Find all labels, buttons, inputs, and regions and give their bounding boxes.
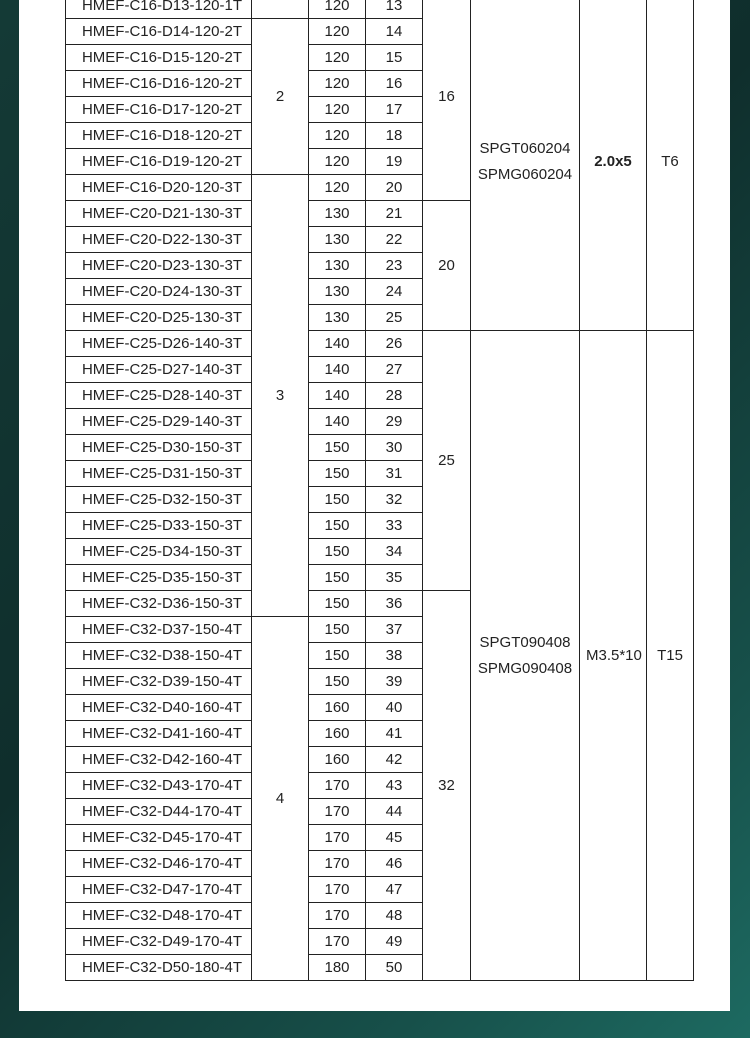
model-cell: HMEF-C32-D46-170-4T xyxy=(66,851,252,877)
diameter-cell: 27 xyxy=(366,357,423,383)
length-cell: 150 xyxy=(309,643,366,669)
model-cell: HMEF-C32-D39-150-4T xyxy=(66,669,252,695)
diameter-cell: 13 xyxy=(366,0,423,19)
wrench-cell: T15 xyxy=(647,331,694,981)
model-cell: HMEF-C25-D31-150-3T xyxy=(66,461,252,487)
model-cell: HMEF-C32-D44-170-4T xyxy=(66,799,252,825)
diameter-cell: 38 xyxy=(366,643,423,669)
length-cell: 170 xyxy=(309,773,366,799)
length-cell: 140 xyxy=(309,383,366,409)
teeth-cell: 3 xyxy=(252,175,309,617)
model-cell: HMEF-C32-D37-150-4T xyxy=(66,617,252,643)
model-cell: HMEF-C25-D33-150-3T xyxy=(66,513,252,539)
diameter-cell: 29 xyxy=(366,409,423,435)
model-cell: HMEF-C32-D50-180-4T xyxy=(66,955,252,981)
model-cell: HMEF-C32-D38-150-4T xyxy=(66,643,252,669)
length-cell: 170 xyxy=(309,799,366,825)
length-cell: 150 xyxy=(309,487,366,513)
model-cell: HMEF-C32-D49-170-4T xyxy=(66,929,252,955)
diameter-cell: 26 xyxy=(366,331,423,357)
diameter-cell: 16 xyxy=(366,71,423,97)
length-cell: 120 xyxy=(309,45,366,71)
model-cell: HMEF-C16-D18-120-2T xyxy=(66,123,252,149)
wrench-cell: T6 xyxy=(647,0,694,331)
length-cell: 120 xyxy=(309,175,366,201)
diameter-cell: 17 xyxy=(366,97,423,123)
length-cell: 150 xyxy=(309,591,366,617)
length-cell: 180 xyxy=(309,955,366,981)
length-cell: 120 xyxy=(309,19,366,45)
length-cell: 130 xyxy=(309,201,366,227)
diameter-cell: 46 xyxy=(366,851,423,877)
diameter-cell: 37 xyxy=(366,617,423,643)
diameter-cell: 49 xyxy=(366,929,423,955)
diameter-cell: 33 xyxy=(366,513,423,539)
model-cell: HMEF-C32-D41-160-4T xyxy=(66,721,252,747)
model-cell: HMEF-C25-D29-140-3T xyxy=(66,409,252,435)
diameter-cell: 23 xyxy=(366,253,423,279)
model-cell: HMEF-C25-D32-150-3T xyxy=(66,487,252,513)
diameter-cell: 19 xyxy=(366,149,423,175)
model-cell: HMEF-C20-D22-130-3T xyxy=(66,227,252,253)
diameter-cell: 35 xyxy=(366,565,423,591)
length-cell: 120 xyxy=(309,0,366,19)
screw-cell: 2.0x5 xyxy=(580,0,647,331)
length-cell: 150 xyxy=(309,435,366,461)
length-cell: 170 xyxy=(309,929,366,955)
length-cell: 130 xyxy=(309,253,366,279)
table-row xyxy=(66,0,694,19)
teeth-cell xyxy=(252,0,309,19)
diameter-cell: 39 xyxy=(366,669,423,695)
model-cell: HMEF-C25-D30-150-3T xyxy=(66,435,252,461)
diameter-cell: 24 xyxy=(366,279,423,305)
length-cell: 150 xyxy=(309,461,366,487)
model-cell: HMEF-C32-D45-170-4T xyxy=(66,825,252,851)
model-cell: HMEF-C32-D40-160-4T xyxy=(66,695,252,721)
length-cell: 120 xyxy=(309,97,366,123)
insert-code: SPGT060204 xyxy=(479,139,571,157)
diameter-cell: 34 xyxy=(366,539,423,565)
diameter-cell: 50 xyxy=(366,955,423,981)
shank-cell: 16 xyxy=(423,0,471,201)
length-cell: 130 xyxy=(309,227,366,253)
diameter-cell: 31 xyxy=(366,461,423,487)
model-cell: HMEF-C25-D35-150-3T xyxy=(66,565,252,591)
length-cell: 130 xyxy=(309,279,366,305)
diameter-cell: 40 xyxy=(366,695,423,721)
model-cell: HMEF-C25-D34-150-3T xyxy=(66,539,252,565)
model-cell: HMEF-C16-D19-120-2T xyxy=(66,149,252,175)
shank-cell: 25 xyxy=(423,331,471,591)
diameter-cell: 30 xyxy=(366,435,423,461)
teeth-cell: 4 xyxy=(252,617,309,981)
model-cell: HMEF-C16-D13-120-1T xyxy=(66,0,252,19)
model-cell: HMEF-C20-D24-130-3T xyxy=(66,279,252,305)
diameter-cell: 21 xyxy=(366,201,423,227)
model-cell: HMEF-C32-D36-150-3T xyxy=(66,591,252,617)
length-cell: 120 xyxy=(309,71,366,97)
diameter-cell: 45 xyxy=(366,825,423,851)
diameter-cell: 43 xyxy=(366,773,423,799)
diameter-cell: 28 xyxy=(366,383,423,409)
length-cell: 170 xyxy=(309,825,366,851)
insert-cell xyxy=(471,0,580,331)
length-cell: 130 xyxy=(309,305,366,331)
diameter-cell: 20 xyxy=(366,175,423,201)
length-cell: 160 xyxy=(309,695,366,721)
model-cell: HMEF-C20-D25-130-3T xyxy=(66,305,252,331)
shank-cell: 20 xyxy=(423,201,471,331)
model-cell: HMEF-C32-D47-170-4T xyxy=(66,877,252,903)
length-cell: 140 xyxy=(309,331,366,357)
diameter-cell: 22 xyxy=(366,227,423,253)
length-cell: 160 xyxy=(309,721,366,747)
length-cell: 170 xyxy=(309,851,366,877)
model-cell: HMEF-C16-D20-120-3T xyxy=(66,175,252,201)
spec-table-body xyxy=(66,0,694,981)
insert-code: SPMG060204 xyxy=(477,165,573,183)
length-cell: 150 xyxy=(309,539,366,565)
model-cell: HMEF-C32-D42-160-4T xyxy=(66,747,252,773)
insert-code: SPGT090408 xyxy=(479,633,571,651)
length-cell: 160 xyxy=(309,747,366,773)
model-cell: HMEF-C32-D48-170-4T xyxy=(66,903,252,929)
diameter-cell: 32 xyxy=(366,487,423,513)
model-cell: HMEF-C20-D23-130-3T xyxy=(66,253,252,279)
diameter-cell: 14 xyxy=(366,19,423,45)
screw-cell: M3.5*10 xyxy=(580,331,647,981)
diameter-cell: 15 xyxy=(366,45,423,71)
table-row xyxy=(66,331,694,357)
model-cell: HMEF-C25-D28-140-3T xyxy=(66,383,252,409)
diameter-cell: 25 xyxy=(366,305,423,331)
insert-code: SPMG090408 xyxy=(477,659,573,677)
diameter-cell: 42 xyxy=(366,747,423,773)
model-cell: HMEF-C25-D27-140-3T xyxy=(66,357,252,383)
length-cell: 150 xyxy=(309,669,366,695)
model-cell: HMEF-C16-D16-120-2T xyxy=(66,71,252,97)
content-panel xyxy=(19,0,730,1011)
length-cell: 150 xyxy=(309,617,366,643)
diameter-cell: 47 xyxy=(366,877,423,903)
diameter-cell: 41 xyxy=(366,721,423,747)
length-cell: 150 xyxy=(309,565,366,591)
model-cell: HMEF-C16-D14-120-2T xyxy=(66,19,252,45)
length-cell: 170 xyxy=(309,877,366,903)
diameter-cell: 18 xyxy=(366,123,423,149)
model-cell: HMEF-C16-D15-120-2T xyxy=(66,45,252,71)
diameter-cell: 44 xyxy=(366,799,423,825)
length-cell: 120 xyxy=(309,149,366,175)
insert-cell xyxy=(471,331,580,981)
length-cell: 140 xyxy=(309,357,366,383)
length-cell: 140 xyxy=(309,409,366,435)
length-cell: 120 xyxy=(309,123,366,149)
length-cell: 150 xyxy=(309,513,366,539)
spec-table xyxy=(65,0,694,981)
diameter-cell: 48 xyxy=(366,903,423,929)
model-cell: HMEF-C32-D43-170-4T xyxy=(66,773,252,799)
model-cell: HMEF-C25-D26-140-3T xyxy=(66,331,252,357)
shank-cell: 32 xyxy=(423,591,471,981)
diameter-cell: 36 xyxy=(366,591,423,617)
teeth-cell: 2 xyxy=(252,19,309,175)
model-cell: HMEF-C16-D17-120-2T xyxy=(66,97,252,123)
model-cell: HMEF-C20-D21-130-3T xyxy=(66,201,252,227)
length-cell: 170 xyxy=(309,903,366,929)
